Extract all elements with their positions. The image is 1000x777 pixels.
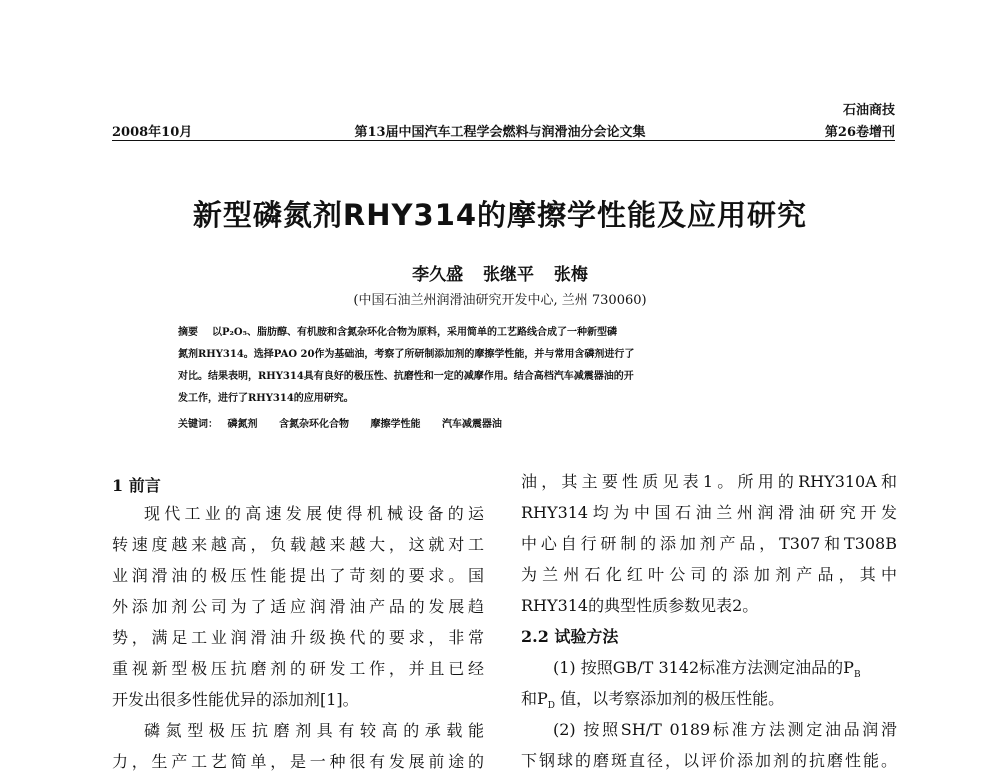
body-line: 外添加剂公司为了适应润滑油产品的发展趋 xyxy=(112,597,484,616)
header-volume: 第26卷增刊 xyxy=(824,125,895,140)
body-line: 和$P_D$ 值，以考察添加剂的极压性能。 xyxy=(521,689,785,712)
subscript: D xyxy=(547,701,555,712)
authors: 李久盛 张继平 张梅 xyxy=(412,265,588,285)
paper-title: 新型磷氮剂RHY314的摩擦学性能及应用研究 xyxy=(192,198,808,232)
keyword: 汽车减震器油 xyxy=(441,419,502,430)
abstract-line: 对比。结果表明，RHY314具有良好的极压性、抗磨性和一定的减摩作用。结合高档汽车减震器油的开 xyxy=(178,371,634,382)
affiliation: (中国石油兰州润滑油研究开发中心, 兰州 730060) xyxy=(353,293,647,308)
body-line: (1) 按照GB/T 3142标准方法测定油品的$P_B$ xyxy=(553,658,861,681)
body-line: 为兰州石化红叶公司的添加剂产品，其中 xyxy=(521,565,897,584)
abstract-line: 发工作，进行了RHY314的应用研究。 xyxy=(178,393,354,404)
journal-name: 石油商技 xyxy=(842,103,895,118)
body-line: (2) 按照SH/T 0189标准方法测定油品润滑 xyxy=(553,720,897,739)
body-line: 现代工业的高速发展使得机械设备的运 xyxy=(144,504,484,523)
header-proceedings: 第13届中国汽车工程学会燃料与润滑油分会论文集 xyxy=(354,125,646,140)
body-line: 势，满足工业润滑油升级换代的要求，非常 xyxy=(112,628,484,647)
abstract-line: 氮剂RHY314。选择PAO 20作为基础油，考察了所研制添加剂的摩擦学性能，并与常用含磷剂进行了 xyxy=(178,349,635,360)
body-line: RHY314均为中国石油兰州润滑油研究开发 xyxy=(521,503,897,522)
keywords-label: 关键词： xyxy=(178,419,218,430)
keyword: 摩擦学性能 xyxy=(370,419,421,430)
body-line: 重视新型极压抗磨剂的研发工作，并且已经 xyxy=(112,659,484,678)
header-date: 2008年10月 xyxy=(112,125,193,140)
header-rule xyxy=(112,140,895,141)
body-line: 油，其主要性质见表1。所用的RHY310A和 xyxy=(521,472,897,491)
body-line: 业润滑油的极压性能提出了苛刻的要求。国 xyxy=(112,566,484,585)
keyword: 含氮杂环化合物 xyxy=(278,419,349,430)
section-heading: 1 前言 xyxy=(112,476,161,495)
body-line: 力，生产工艺简单，是一种很有发展前途的 xyxy=(112,752,484,771)
body-line: 转速度越来越高，负载越来越大，这就对工 xyxy=(112,535,484,554)
body-line: 磷氮型极压抗磨剂具有较高的承载能 xyxy=(144,721,484,740)
body-line: 下钢球的磨斑直径，以评价添加剂的抗磨性能。 xyxy=(521,751,897,770)
abstract-line: 摘要 以P₂O₅、脂肪醇、有机胺和含氮杂环化合物为原料，采用简单的工艺路线合成了一种新型磷 xyxy=(178,327,617,338)
body-line: RHY314的典型性质参数见表2。 xyxy=(521,596,759,615)
keywords xyxy=(178,415,520,430)
subsection-heading: 2.2 试验方法 xyxy=(521,627,619,646)
subscript: B xyxy=(853,670,861,681)
body-line: 中心自行研制的添加剂产品，T307和T308B xyxy=(521,534,897,553)
keyword: 磷氮剂 xyxy=(227,419,258,430)
abstract-label: 摘要 xyxy=(178,327,198,338)
body-line: 开发出很多性能优异的添加剂[1]。 xyxy=(112,690,359,709)
